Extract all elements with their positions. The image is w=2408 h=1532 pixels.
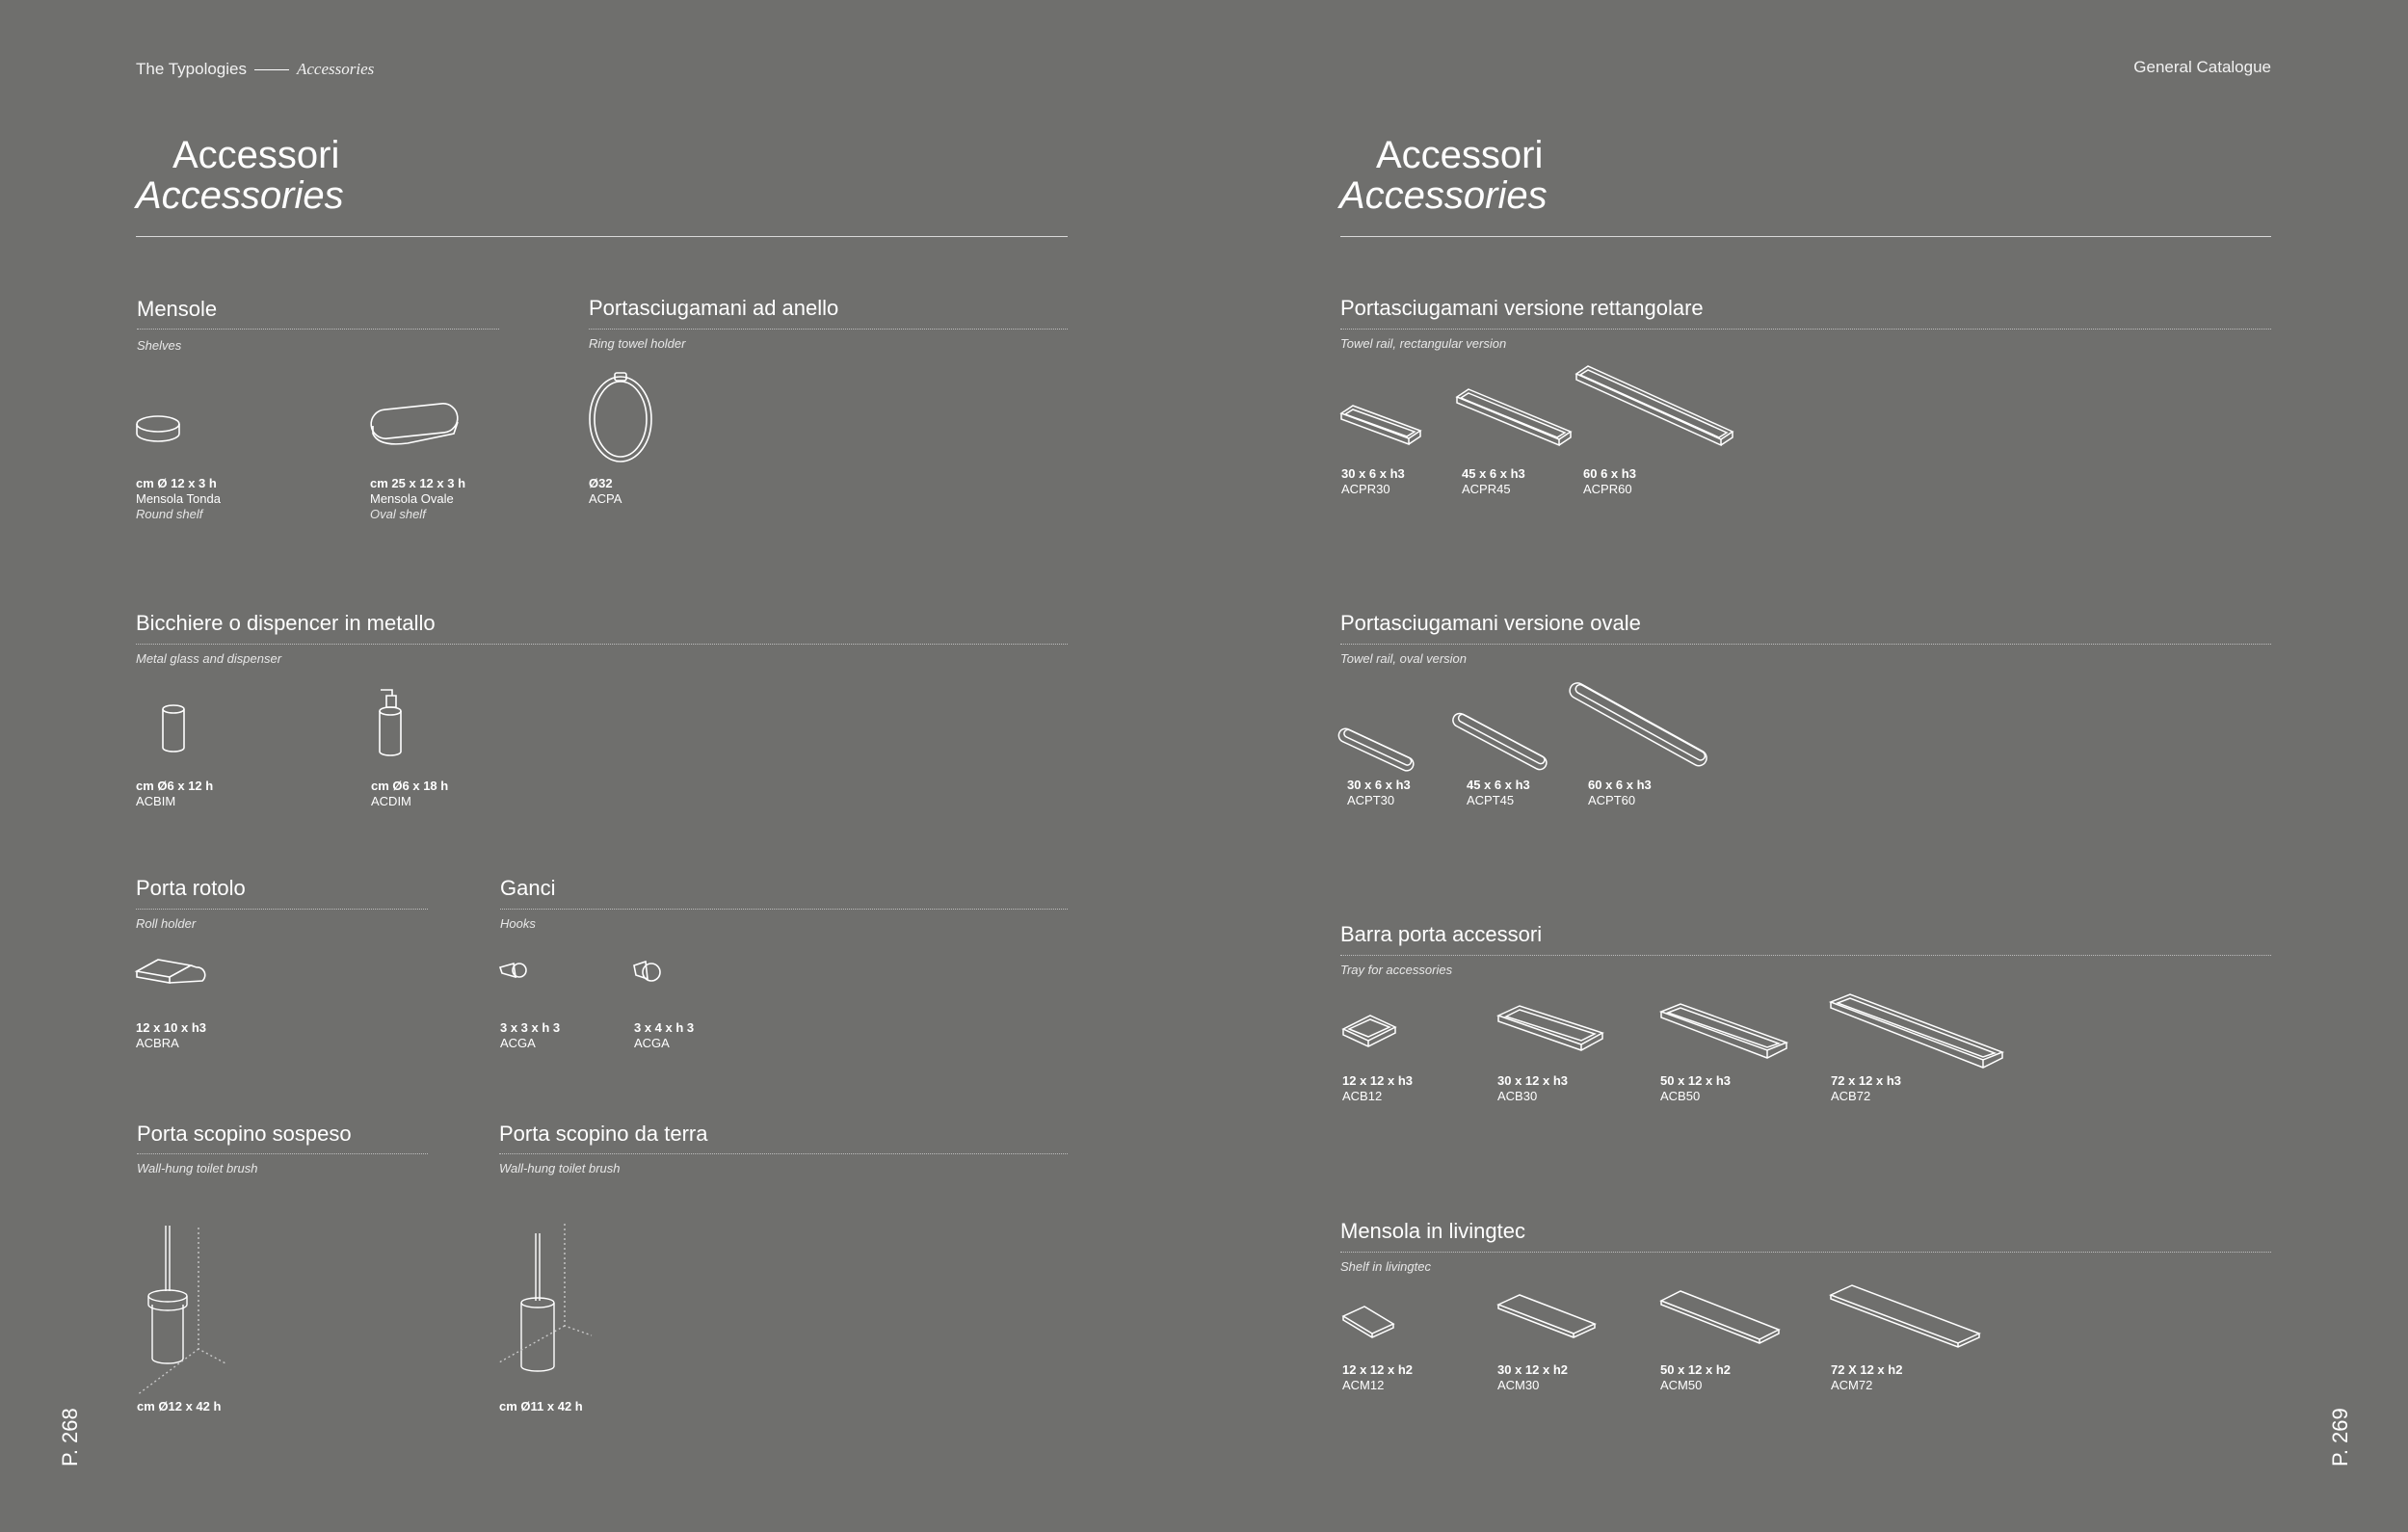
section-title-anello: Portasciugamani ad anello xyxy=(589,296,839,320)
section-subtitle-ganci: Hooks xyxy=(500,916,536,931)
section-title-rotolo: Porta rotolo xyxy=(136,876,246,900)
item-oval-shelf: cm 25 x 12 x 3 h Mensola Ovale Oval shelf xyxy=(370,476,466,521)
rect-rail-30-drawing xyxy=(1339,404,1422,450)
section-divider xyxy=(1340,1252,2271,1253)
section-subtitle-mensole: Shelves xyxy=(137,338,182,353)
floor-brush-drawing xyxy=(497,1222,594,1366)
breadcrumb-accessories: Accessories xyxy=(296,60,375,78)
section-subtitle-scopino-terra: Wall-hung toilet brush xyxy=(499,1161,621,1175)
section-title-ganci: Ganci xyxy=(500,876,556,900)
page-title-right xyxy=(1339,135,1548,216)
section-subtitle-anello: Ring towel holder xyxy=(589,336,686,351)
tray-50-drawing xyxy=(1659,1002,1788,1066)
section-subtitle-ovale: Towel rail, oval version xyxy=(1340,651,1468,666)
dispenser-drawing xyxy=(373,686,408,759)
section-title-barra: Barra porta accessori xyxy=(1340,922,1543,946)
page-number-right: P. 269 xyxy=(2328,1408,2352,1466)
hook-large-drawing xyxy=(632,960,663,987)
section-subtitle-bicchiere: Metal glass and dispenser xyxy=(136,651,282,666)
section-subtitle-livingtec: Shelf in livingtec xyxy=(1340,1259,1431,1274)
section-title-scopino-terra: Porta scopino da terra xyxy=(499,1122,708,1146)
item-roll-holder: 12 x 10 x h3 ACBRA xyxy=(136,1020,206,1050)
section-divider xyxy=(1340,955,2271,956)
title-rule-right xyxy=(1340,236,2271,237)
oval-shelf-drawing xyxy=(369,405,462,451)
item-livingtec-12: 12 x 12 x h2 ACM12 xyxy=(1342,1362,1413,1392)
page-title-left xyxy=(136,135,344,216)
tray-12-drawing xyxy=(1341,1014,1397,1050)
breadcrumb-typologies: The Typologies xyxy=(136,60,247,78)
oval-rail-60-drawing xyxy=(1569,678,1715,767)
item-ring-holder: Ø32 ACPA xyxy=(589,476,622,506)
item-oval-rail-60: 60 x 6 x h3 ACPT60 xyxy=(1588,778,1652,807)
section-subtitle-barra: Tray for accessories xyxy=(1340,963,1453,977)
livingtec-30-drawing xyxy=(1496,1293,1597,1347)
catalogue-label: General Catalogue xyxy=(2133,58,2271,76)
item-tray-50: 50 x 12 x h3 ACB50 xyxy=(1660,1073,1731,1103)
section-divider xyxy=(136,644,1068,645)
livingtec-72-drawing xyxy=(1829,1283,1981,1357)
section-divider xyxy=(1340,329,2271,330)
section-title-rettangolare: Portasciugamani versione rettangolare xyxy=(1340,296,1704,320)
section-title-scopino-sospeso: Porta scopino sospeso xyxy=(137,1122,352,1146)
section-title-mensole: Mensole xyxy=(137,297,218,321)
wall-brush-drawing xyxy=(135,1224,231,1397)
title-english: Accessories xyxy=(1339,174,1548,217)
section-divider xyxy=(136,909,428,910)
item-oval-rail-45: 45 x 6 x h3 ACPT45 xyxy=(1467,778,1530,807)
item-tray-30: 30 x 12 x h3 ACB30 xyxy=(1497,1073,1568,1103)
item-livingtec-30: 30 x 12 x h2 ACM30 xyxy=(1497,1362,1568,1392)
section-subtitle-scopino-sospeso: Wall-hung toilet brush xyxy=(137,1161,258,1175)
item-rect-rail-45: 45 x 6 x h3 ACPR45 xyxy=(1462,466,1525,496)
item-oval-rail-30: 30 x 6 x h3 ACPT30 xyxy=(1347,778,1411,807)
section-divider xyxy=(499,1153,1068,1154)
tray-72-drawing xyxy=(1829,992,2004,1075)
item-round-shelf: cm Ø 12 x 3 h Mensola Tonda Round shelf xyxy=(136,476,221,521)
item-glass: cm Ø6 x 12 h ACBIM xyxy=(136,779,214,808)
section-divider xyxy=(137,1153,428,1154)
item-tray-72: 72 x 12 x h3 ACB72 xyxy=(1831,1073,1901,1103)
item-dispenser: cm Ø6 x 18 h ACDIM xyxy=(371,779,449,808)
oval-rail-30-drawing xyxy=(1340,715,1419,765)
glass-drawing xyxy=(161,703,188,755)
item-livingtec-50: 50 x 12 x h2 ACM50 xyxy=(1660,1362,1731,1392)
section-title-ovale: Portasciugamani versione ovale xyxy=(1340,611,1641,635)
rect-rail-60-drawing xyxy=(1574,364,1734,453)
title-rule-left xyxy=(136,236,1068,237)
section-divider xyxy=(500,909,1068,910)
item-wall-brush: cm Ø12 x 42 h xyxy=(137,1399,222,1413)
section-divider xyxy=(137,329,499,330)
ring-holder-drawing xyxy=(588,371,657,463)
roll-holder-drawing xyxy=(135,958,208,992)
rect-rail-45-drawing xyxy=(1455,387,1573,451)
item-rect-rail-60: 60 6 x h3 ACPR60 xyxy=(1583,466,1636,496)
breadcrumb-divider xyxy=(254,69,289,70)
section-divider xyxy=(1340,644,2271,645)
page-number-left: P. 268 xyxy=(58,1408,82,1466)
oval-rail-45-drawing xyxy=(1453,705,1551,765)
livingtec-12-drawing xyxy=(1341,1305,1395,1341)
item-hook-large: 3 x 4 x h 3 ACGA xyxy=(634,1020,695,1050)
item-hook-small: 3 x 3 x h 3 ACGA xyxy=(500,1020,561,1050)
section-divider xyxy=(589,329,1068,330)
breadcrumb xyxy=(136,60,374,79)
title-english: Accessories xyxy=(136,174,344,217)
livingtec-50-drawing xyxy=(1659,1289,1781,1353)
section-title-livingtec: Mensola in livingtec xyxy=(1340,1219,1525,1243)
section-subtitle-rettangolare: Towel rail, rectangular version xyxy=(1340,336,1507,351)
title-italian: Accessori xyxy=(1376,134,1544,176)
item-rect-rail-30: 30 x 6 x h3 ACPR30 xyxy=(1341,466,1405,496)
tray-30-drawing xyxy=(1496,1004,1604,1060)
section-subtitle-rotolo: Roll holder xyxy=(136,916,197,931)
item-tray-12: 12 x 12 x h3 ACB12 xyxy=(1342,1073,1413,1103)
section-title-bicchiere: Bicchiere o dispencer in metallo xyxy=(136,611,436,635)
item-floor-brush: cm Ø11 x 42 h xyxy=(499,1399,583,1413)
round-shelf-drawing xyxy=(135,414,185,449)
title-italian: Accessori xyxy=(172,134,340,176)
hook-small-drawing xyxy=(498,960,529,983)
item-livingtec-72: 72 X 12 x h2 ACM72 xyxy=(1831,1362,1903,1392)
